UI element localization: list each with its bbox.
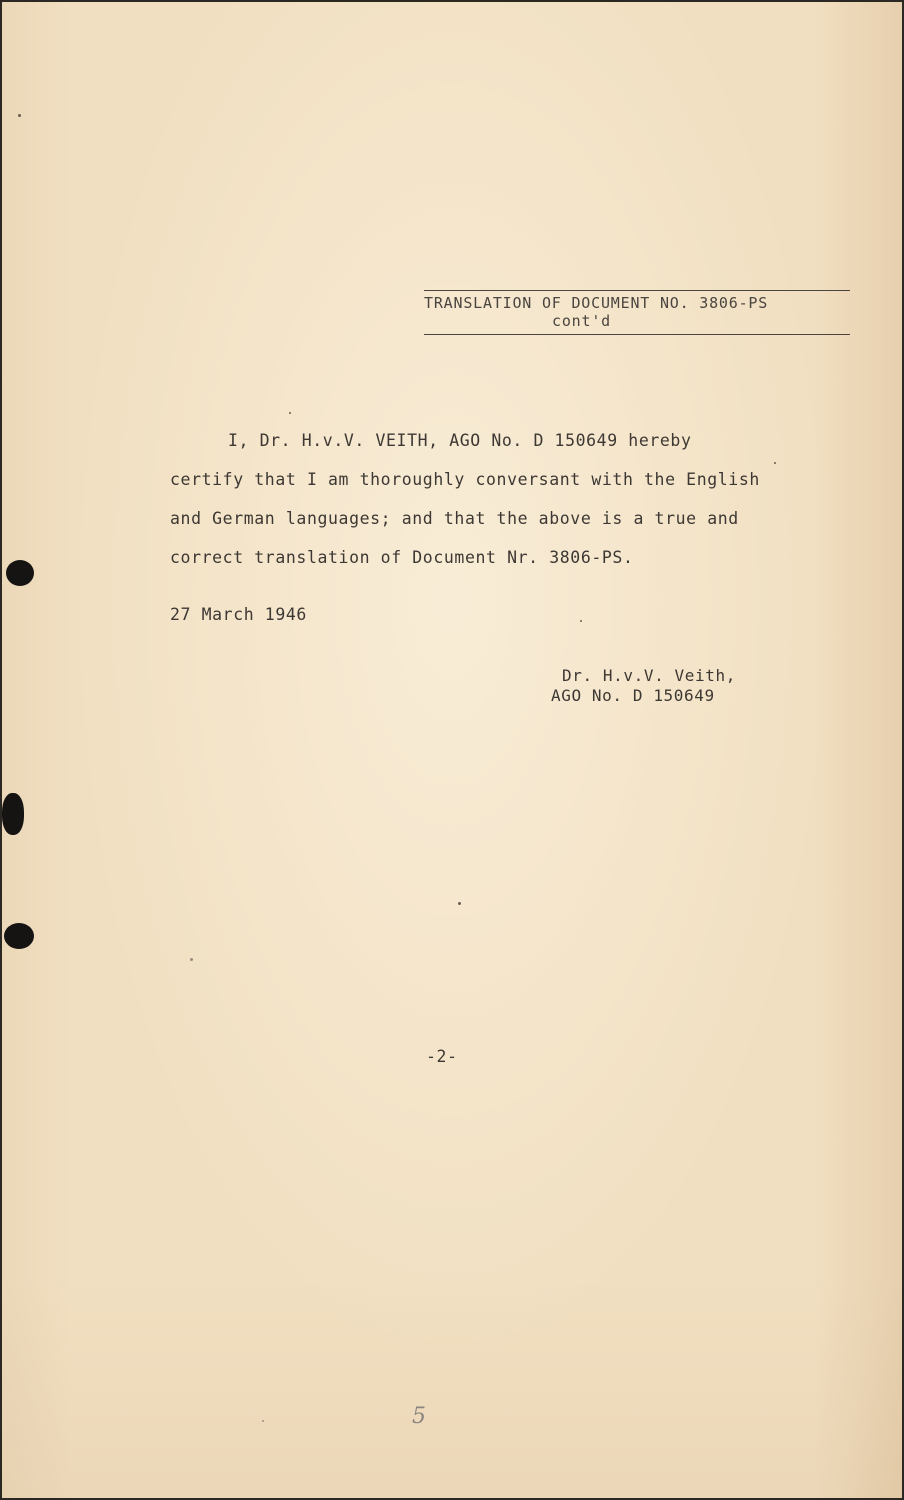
certification-line-1: I, Dr. H.v.V. VEITH, AGO No. D 150649 hereby (228, 431, 692, 450)
document-date: 27 March 1946 (170, 605, 307, 624)
page-number: -2- (426, 1047, 458, 1066)
header-contd: cont'd (552, 312, 611, 330)
certification-line-3: and German languages; and that the above is a true and (170, 509, 739, 528)
header-title: TRANSLATION OF DOCUMENT NO. 3806-PS (424, 294, 769, 312)
punch-hole-top (6, 560, 34, 586)
speck (774, 462, 776, 464)
signature-ago: AGO No. D 150649 (551, 686, 715, 705)
punch-hole-bottom (4, 923, 34, 949)
punch-hole-middle (2, 793, 24, 835)
speck (580, 620, 582, 622)
header-bottom-rule (424, 334, 850, 335)
speck (289, 412, 291, 414)
document-header (424, 290, 854, 335)
speck (18, 114, 21, 117)
signature-name: Dr. H.v.V. Veith, (562, 666, 736, 685)
header-top-rule (424, 290, 850, 291)
speck (262, 1420, 264, 1422)
speck (190, 958, 193, 961)
handwritten-mark: 5 (412, 1404, 426, 1429)
speck (458, 902, 461, 905)
certification-line-4: correct translation of Document Nr. 3806-PS. (170, 548, 634, 567)
certification-line-2: certify that I am thoroughly conversant with the English (170, 470, 760, 489)
